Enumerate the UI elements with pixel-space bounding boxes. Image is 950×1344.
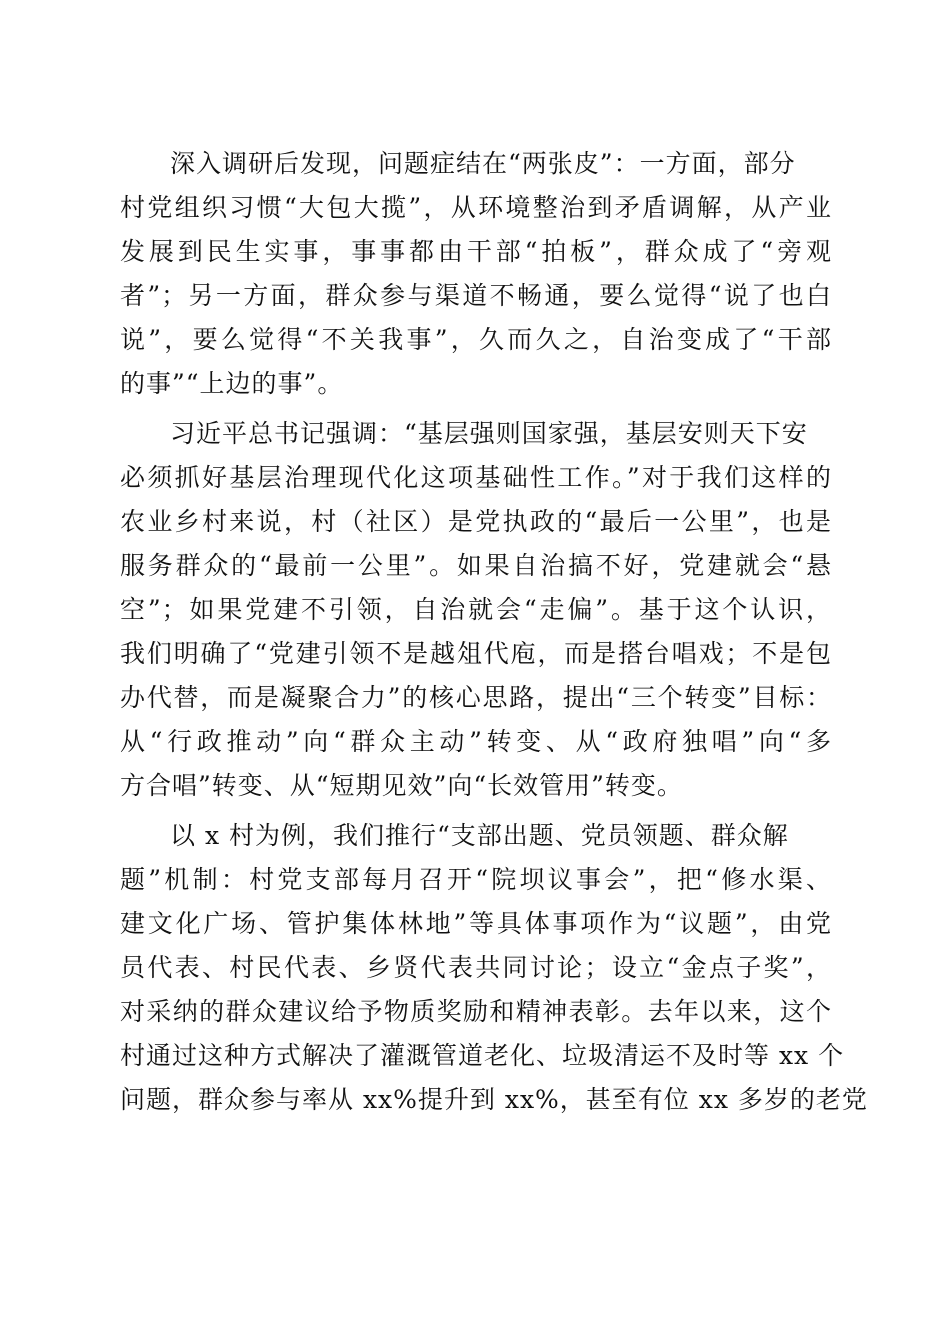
paragraph-2-line-2: 必须抓好基层治理现代化这项基础性工作。”对于我们这样的	[120, 463, 832, 492]
paragraph-3-line-1: 以 x 村为例，我们推行“支部出题、党员领题、群众解	[170, 821, 789, 850]
paragraph-2-line-1: 习近平总书记强调：“基层强则国家强，基层安则天下安	[170, 419, 808, 448]
paragraph-1-line-1: 深入调研后发现，问题症结在“两张皮”：一方面，部分	[170, 149, 796, 178]
paragraph-2-line-9: 方合唱”转变、从“短期见效”向“长效管用”转变。	[120, 771, 683, 800]
paragraph-1-line-2: 村党组织习惯“大包大揽”，从环境整治到矛盾调解，从产业	[120, 193, 832, 222]
paragraph-2-line-5: 空”；如果党建不引领，自治就会“走偏”。基于这个认识，	[120, 595, 832, 624]
paragraph-1-line-4: 者”；另一方面，群众参与渠道不畅通，要么觉得“说了也白	[120, 281, 832, 310]
paragraph-1-line-3: 发展到民生实事，事事都由干部“拍板”，群众成了“旁观	[120, 237, 832, 266]
paragraph-2-line-4: 服务群众的“最前一公里”。如果自治搞不好，党建就会“悬	[120, 551, 832, 580]
paragraph-3-line-2: 题”机制：村党支部每月召开“院坝议事会”，把“修水渠、	[120, 865, 832, 894]
paragraph-3-line-7: 问题，群众参与率从 xx%提升到 xx%，甚至有位 xx 多岁的老党	[120, 1085, 868, 1114]
paragraph-3-line-6: 村通过这种方式解决了灌溉管道老化、垃圾清运不及时等 xx 个	[120, 1041, 845, 1070]
paragraph-3-line-5: 对采纳的群众建议给予物质奖励和精神表彰。去年以来，这个	[120, 997, 832, 1026]
paragraph-3-line-4: 员代表、村民代表、乡贤代表共同讨论；设立“金点子奖”，	[120, 953, 832, 982]
paragraph-2-line-7: 办代替，而是凝聚合力”的核心思路，提出“三个转变”目标：	[120, 683, 832, 712]
paragraph-2-line-8: 从“行政推动”向“群众主动”转变、从“政府独唱”向“多	[120, 727, 832, 756]
paragraph-2-line-6: 我们明确了“党建引领不是越俎代庖，而是搭台唱戏；不是包	[120, 639, 832, 668]
paragraph-1-line-5: 说”，要么觉得“不关我事”，久而久之，自治变成了“干部	[120, 325, 832, 354]
paragraph-1-line-6: 的事”“上边的事”。	[120, 369, 344, 398]
paragraph-2-line-3: 农业乡村来说，村（社区）是党执政的“最后一公里”，也是	[120, 507, 832, 536]
paragraph-3-line-3: 建文化广场、管护集体林地”等具体事项作为“议题”，由党	[120, 909, 832, 938]
